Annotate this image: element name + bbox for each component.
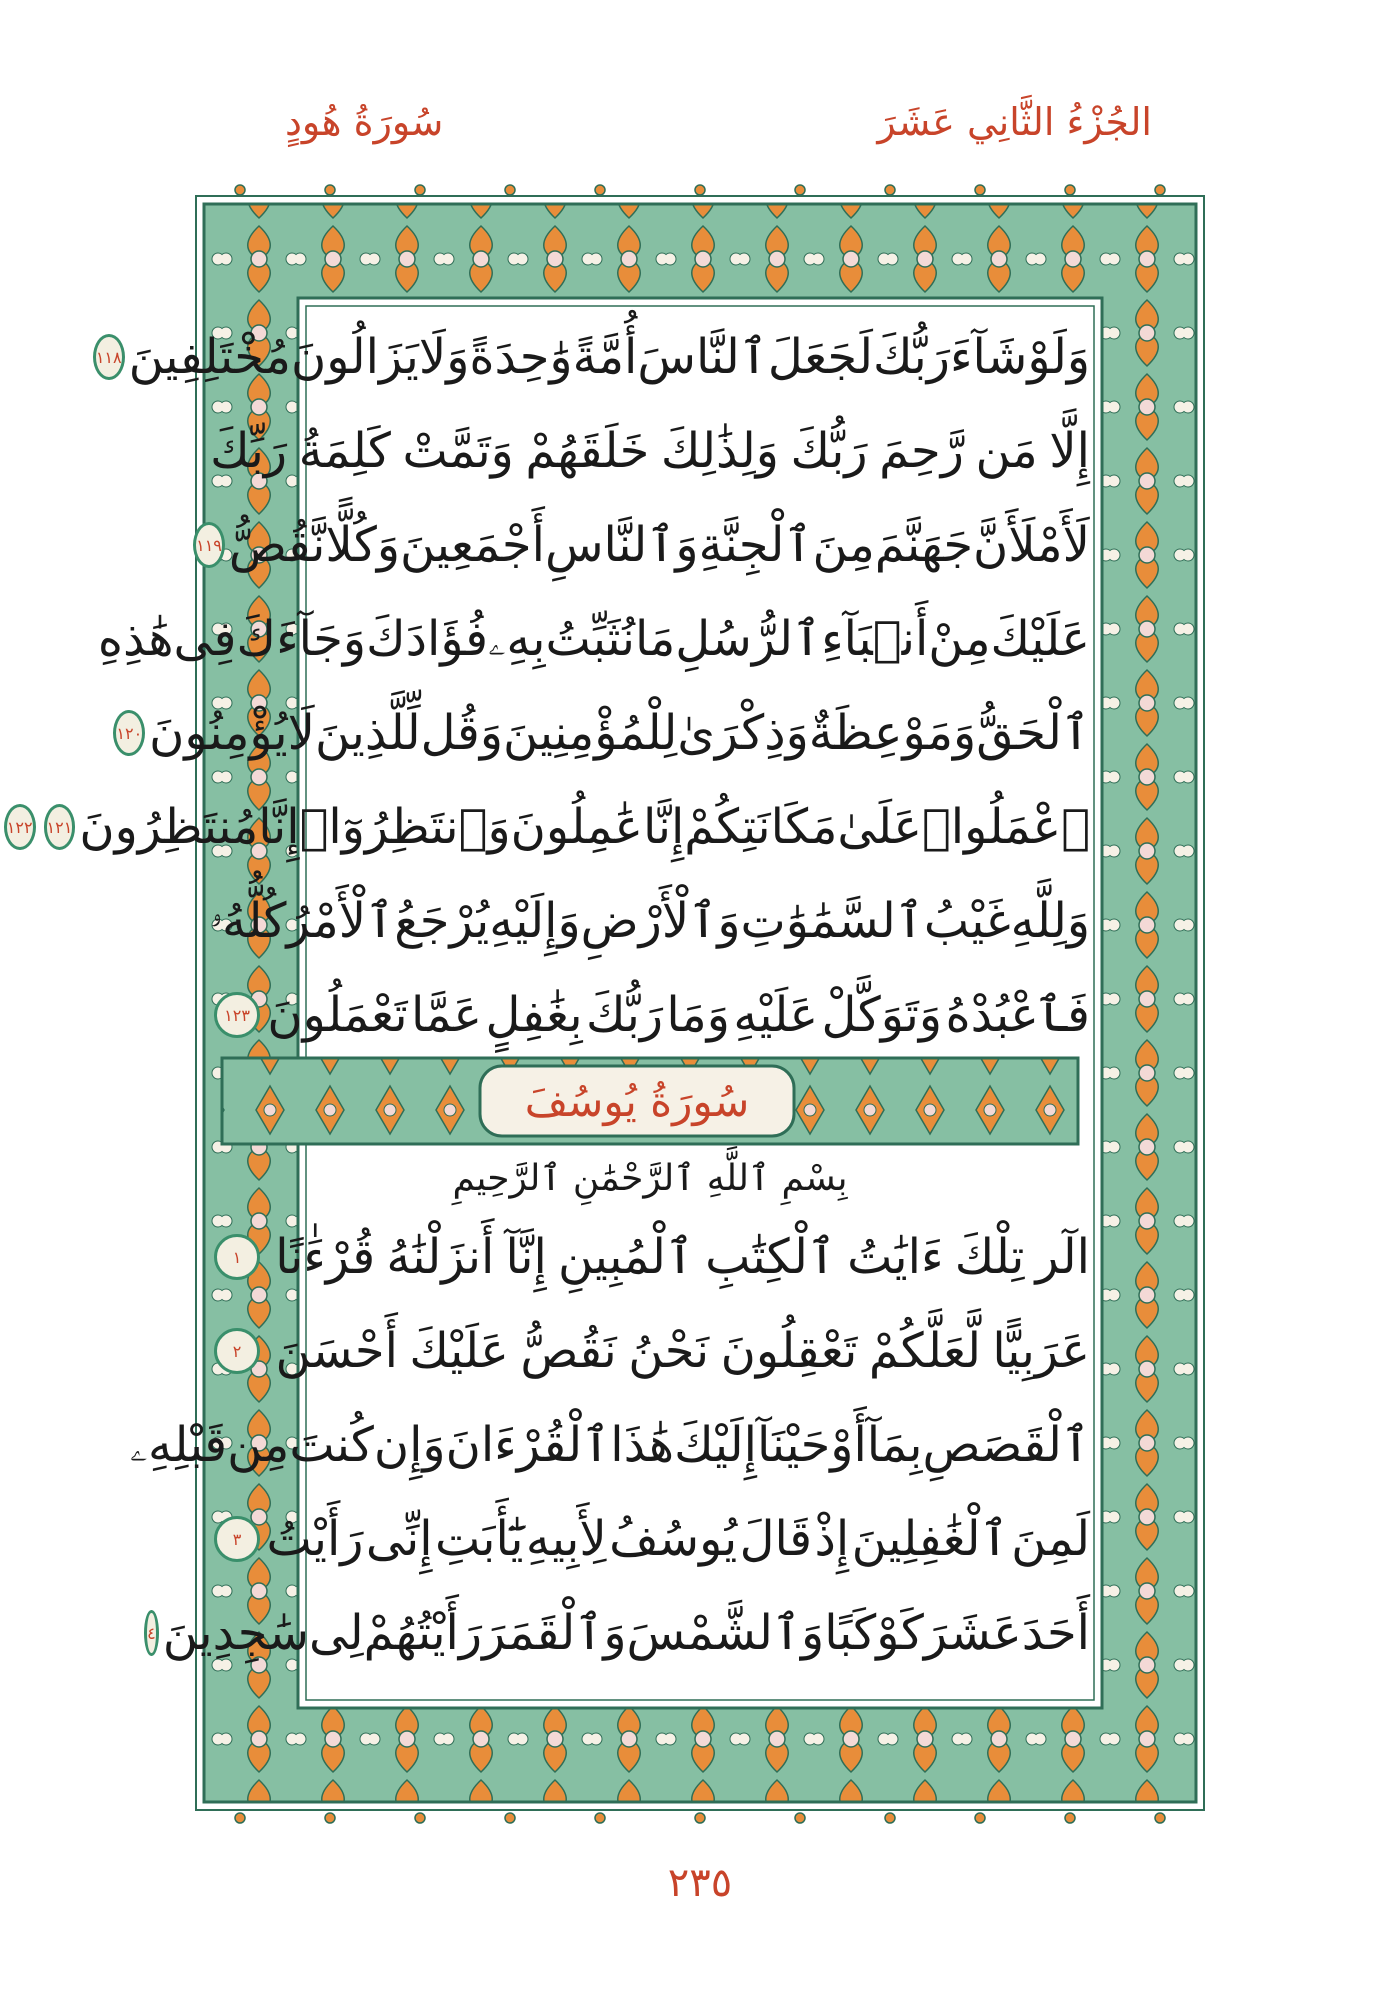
word: عَٰمِلُونَ (510, 799, 643, 855)
text-line (147, 1586, 1090, 1680)
juz-header: الجُزْءُ الثَّانِي عَشَرَ (877, 100, 1152, 144)
word: قَبْلِهِۦ (129, 1416, 228, 1473)
text-line (116, 686, 1090, 780)
word: لِأَبِيهِ (525, 1511, 607, 1567)
word: ٱلرُّسُلِ (675, 611, 822, 667)
word: بِغَٰفِلٍ (485, 987, 583, 1043)
text-section-hud (6, 310, 1090, 1062)
word: يُرْجَعُ (394, 893, 490, 949)
word: لَأَمْلَأَنَّ (973, 517, 1090, 573)
ayah-number-marker: ٢ (214, 1328, 260, 1374)
word: الٓر (1035, 1229, 1090, 1285)
word: قُرْءَٰنًا (275, 1229, 376, 1285)
ayah-number-marker: ١٢٣ (214, 992, 260, 1038)
word: تَعْمَلُونَ (267, 987, 408, 1043)
word: فَٱعْبُدْهُ (945, 987, 1090, 1043)
word: ٱلْغَٰفِلِينَ (851, 1511, 1009, 1567)
word: عَرَبِيًّا (992, 1323, 1090, 1379)
word: وَتَمَّتْ (402, 423, 514, 479)
word: وَإِلَيْهِ (489, 893, 581, 949)
word: مَن (975, 423, 1038, 479)
word: رَأَيْتُهُمْ (363, 1605, 483, 1661)
word: ٱلْجِنَّةِ (698, 517, 813, 573)
word: فِى (173, 611, 237, 667)
word: وَمَا (666, 987, 730, 1043)
word: إِنَّآ (505, 1229, 547, 1285)
basmala: بِسْمِ ٱللَّهِ ٱلرَّحْمَٰنِ ٱلرَّحِيمِ (452, 1158, 848, 1199)
word: وَٱنتَظِرُوٓا۟ (299, 799, 511, 855)
page-number: ٢٣٥ (667, 1860, 733, 1906)
word: ٱلْأَمْرُ (286, 893, 395, 949)
word: أَجْمَعِينَ (400, 517, 545, 573)
text-line (196, 498, 1090, 592)
text-line (210, 1492, 1090, 1586)
word: عَلَيْكَ (409, 1323, 509, 1379)
word: لَا (287, 705, 315, 761)
word: عَلَىٰ (837, 799, 922, 855)
word: وَٱلْأَرْضِ (580, 893, 741, 949)
word: ٱعْمَلُوا۟ (921, 799, 1090, 855)
word: كُلُّهُۥ (210, 892, 287, 949)
word: ٱلْكِتَٰبِ (705, 1229, 837, 1285)
word: تَعْقِلُونَ (720, 1323, 858, 1379)
ayah-number-marker: ١١٨ (93, 334, 125, 380)
word: ٱلْقُرْءَانَ (445, 1417, 611, 1473)
text-line (210, 874, 1090, 968)
word: وَلِذَٰلِكَ (660, 423, 779, 479)
word: يُؤْمِنُونَ (149, 705, 288, 761)
word: هَٰذَا (610, 1417, 675, 1473)
word: نَّقُصُّ (228, 517, 326, 573)
word: مِنَ (812, 517, 875, 573)
word: لَمِنَ (1011, 1511, 1090, 1567)
word: عَمَّا (411, 987, 483, 1043)
word: أَنۢبَآءِ (821, 611, 929, 667)
word: نَحْنُ (628, 1323, 710, 1379)
word: وَلَا (418, 329, 470, 385)
word: مُنتَظِرُونَ (79, 799, 259, 855)
word: نُثَبِّتُ (545, 611, 635, 667)
word: شَآءَ (949, 329, 1028, 385)
text-line (95, 310, 1090, 404)
word: وَكُلًّا (325, 517, 400, 573)
word: جَهَنَّمَ (874, 517, 974, 573)
text-line (210, 404, 1090, 498)
word: ٱلسَّمَٰوَٰتِ (740, 893, 924, 949)
text-line (129, 1398, 1090, 1492)
word: تِلْكَ (954, 1229, 1025, 1285)
word: كُنتَ (289, 1417, 374, 1473)
word: مُخْتَلِفِينَ (128, 329, 291, 385)
word: يُوسُفُ (609, 1511, 738, 1567)
text-section-yusuf (129, 1210, 1090, 1661)
word: غَيْبُ (923, 893, 1011, 949)
word: عَلَيْهِ (733, 987, 819, 1043)
word: إِنَّا (258, 799, 300, 855)
word: إِلَّا (1049, 423, 1090, 479)
word: وَإِن (373, 1417, 446, 1473)
word: كَوْكَبًا (824, 1605, 924, 1661)
word: أَحَدَ (1021, 1605, 1090, 1661)
word: مِن (227, 1417, 290, 1473)
word: رَّحِمَ (879, 423, 964, 479)
word: أَنزَلْنَٰهُ (386, 1229, 495, 1285)
text-line (210, 1210, 1090, 1304)
word: ٱلنَّاسَ (637, 329, 768, 385)
ayah-number-marker: ١ (214, 1234, 260, 1280)
word: نَقُصُّ (520, 1323, 617, 1379)
word: رَبُّكَ (586, 987, 664, 1043)
word: إِنِّى (365, 1511, 433, 1567)
ayah-number-marker: ١٢٠ (113, 710, 145, 756)
word: أَحْسَنَ (275, 1323, 398, 1379)
word: أُمَّةً (572, 329, 638, 385)
word: عَلَيْكَ (990, 611, 1090, 667)
word: كَلِمَةُ (298, 423, 391, 479)
word: وَلَوْ (1027, 329, 1090, 385)
word: وَٱلْقَمَرَ (482, 1605, 627, 1661)
word: هَٰذِهِ (97, 611, 174, 667)
word: وَمَوْعِظَةٌ (808, 705, 977, 761)
word: لَّعَلَّكُمْ (868, 1323, 981, 1379)
word: فُؤَادَكَ (366, 611, 489, 667)
word: رَبُّكَ (790, 423, 868, 479)
text-line (6, 780, 1090, 874)
surah-title: سُورَةُ يُوسُفَ (524, 1076, 750, 1126)
word: أَوْحَيْنَآ (757, 1417, 867, 1473)
word: وَذِكْرَىٰ (677, 705, 809, 761)
word: وَتَوَكَّلْ (821, 987, 943, 1043)
word: وَقُل (420, 705, 504, 761)
word: إِلَيْكَ (674, 1417, 758, 1473)
text-line (210, 968, 1090, 1062)
word: مَكَانَتِكُمْ (684, 799, 838, 855)
word: بِمَآ (866, 1417, 923, 1473)
ayah-number-marker: ١٢١ (44, 804, 76, 850)
word: وَٱلشَّمْسَ (626, 1605, 825, 1661)
word: وَٰحِدَةً (469, 329, 573, 385)
ayah-number-marker: ١١٩ (193, 522, 225, 568)
word: وَلِلَّهِ (1010, 893, 1090, 949)
word: لِى (309, 1605, 364, 1661)
word: إِنَّا (642, 799, 685, 855)
text-line (97, 592, 1090, 686)
word: مَا (634, 611, 676, 667)
word: رَبِّكَ (210, 423, 288, 479)
ayah-number-marker: ٣ (214, 1516, 260, 1562)
word: لِلْمُؤْمِنِينَ (503, 705, 678, 761)
word: وَجَآءَكَ (236, 611, 367, 667)
word: سَٰجِدِينَ (162, 1605, 309, 1661)
word: ٱلْقَصَصِ (922, 1417, 1090, 1473)
word: لِّلَّذِينَ (314, 705, 421, 761)
word: ءَايَٰتُ (847, 1229, 944, 1285)
word: رَبُّكَ (872, 329, 950, 385)
word: خَلَقَهُمْ (525, 423, 650, 479)
word: إِذْ (814, 1511, 850, 1567)
word: مِنْ (928, 611, 991, 667)
word: لَجَعَلَ (767, 329, 873, 385)
ayah-number-marker: ١٢٢ (4, 804, 36, 850)
word: رَأَيْتُ (266, 1511, 364, 1567)
word: قَالَ (739, 1511, 813, 1567)
text-line (210, 1304, 1090, 1398)
surah-header: سُورَةُ هُودٍ (285, 100, 444, 144)
word: ٱلْمُبِينِ (557, 1229, 694, 1285)
word: ٱلْحَقُّ (976, 705, 1090, 761)
word: وَٱلنَّاسِ (544, 517, 699, 573)
word: بِهِۦ (488, 610, 546, 667)
word: يَٰٓأَبَتِ (434, 1511, 524, 1567)
word: يَزَالُونَ (290, 329, 419, 385)
ayah-number-marker: ٤ (144, 1610, 159, 1656)
word: عَشَرَ (923, 1605, 1022, 1661)
